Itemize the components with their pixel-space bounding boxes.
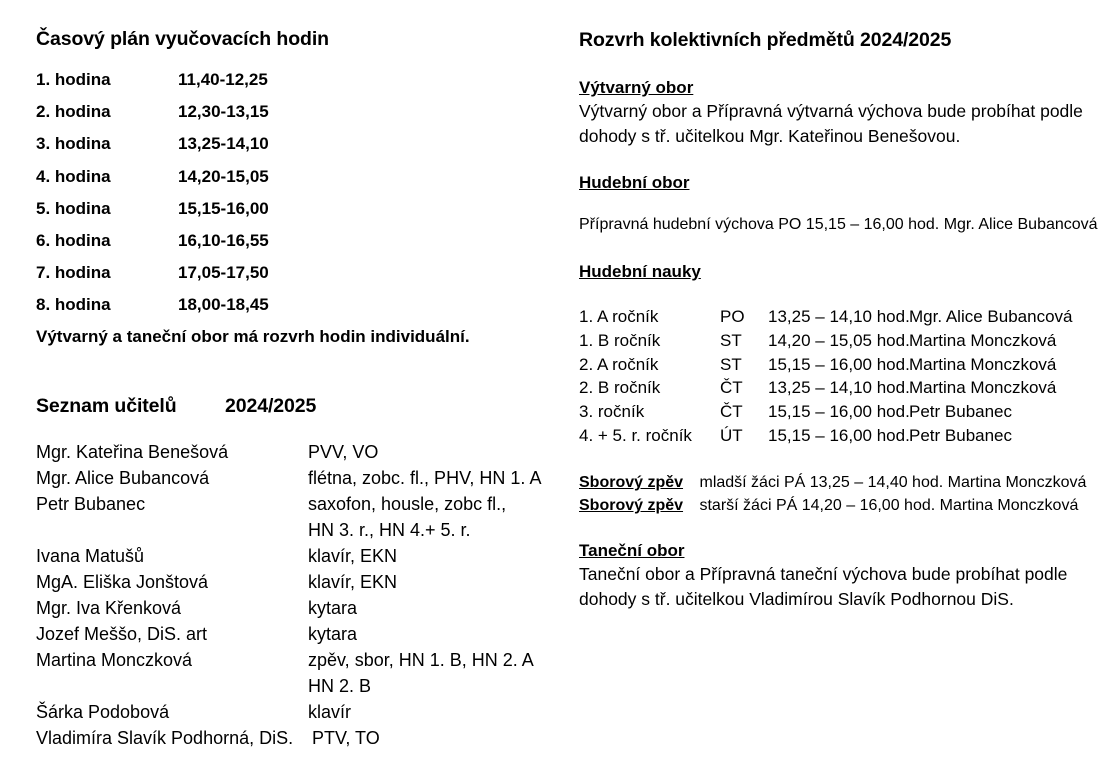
teachers-year: 2024/2025 — [225, 395, 317, 417]
grade: 2. A ročník — [579, 355, 659, 374]
teacher-name: MgA. Eliška Jonštová — [36, 572, 209, 592]
hour-time: 12,30-13,15 — [178, 102, 269, 121]
dance-heading: Taneční obor — [579, 541, 685, 560]
hour-time: 18,00-18,45 — [178, 295, 269, 314]
theory-heading: Hudební nauky — [579, 262, 701, 281]
teacher-subjects: saxofon, housle, zobc fl., — [308, 494, 507, 514]
hour-time: 16,10-16,55 — [178, 231, 269, 250]
day: PO — [720, 307, 745, 326]
dance-line-2: dohody s tř. učitelkou Vladimírou Slavík Podhornou DiS. — [579, 589, 1014, 609]
teacher-name: Petr Bubanec — [36, 494, 146, 514]
dance-line-1: Taneční obor a Přípravná taneční výchova bude probíhat podle — [579, 564, 1068, 584]
teacher-subjects: klavír, EKN — [308, 572, 398, 592]
hour-time: 17,05-17,50 — [178, 263, 269, 282]
art-line-2: dohody s tř. učitelkou Mgr. Kateřinou Benešovou. — [579, 126, 961, 146]
teacher-name: Mgr. Kateřina Benešová — [36, 442, 229, 462]
time: 14,20 – 15,05 hod. — [768, 331, 910, 350]
hour-time: 11,40-12,25 — [178, 70, 268, 89]
day: ST — [720, 355, 742, 374]
teacher: Martina Monczková — [909, 355, 1057, 374]
teacher-name: Vladimíra Slavík Podhorná, DiS. — [36, 728, 294, 748]
choir-label: Sborový zpěv — [579, 474, 684, 491]
hour-time: 14,20-15,05 — [178, 167, 269, 186]
grade: 1. A ročník — [579, 307, 659, 326]
teacher-subjects: PTV, TO — [312, 728, 380, 748]
schedule-title: Časový plán vyučovacích hodin — [36, 28, 329, 50]
teacher-subjects: kytara — [308, 598, 358, 618]
time: 15,15 – 16,00 hod. — [768, 426, 910, 445]
hour-label: 2. hodina — [36, 102, 111, 121]
grade: 4. + 5. r. ročník — [579, 426, 692, 445]
art-heading: Výtvarný obor — [579, 78, 694, 97]
music-line: Přípravná hudební výchova PO 15,15 – 16,00 hod. Mgr. Alice Bubancová — [579, 216, 1098, 233]
collective-title: Rozvrh kolektivních předmětů 2024/2025 — [579, 29, 952, 51]
hour-time: 13,25-14,10 — [178, 134, 269, 153]
teacher-name: Jozef Meššo, DiS. art — [36, 624, 208, 644]
art-line-1: Výtvarný obor a Přípravná výtvarná výchova bude probíhat podle — [579, 101, 1083, 121]
choir-text: mladší žáci PÁ 13,25 – 14,40 hod. Martina Monczková — [699, 474, 1087, 491]
teacher: Petr Bubanec — [909, 402, 1013, 421]
day: ČT — [720, 378, 743, 397]
hour-label: 8. hodina — [36, 295, 111, 314]
teacher: Mgr. Alice Bubancová — [909, 307, 1073, 326]
teacher-subjects: HN 3. r., HN 4.+ 5. r. — [308, 520, 471, 540]
choir-text: starší žáci PÁ 14,20 – 16,00 hod. Martina Monczková — [699, 497, 1079, 514]
hour-label: 6. hodina — [36, 231, 111, 250]
hour-label: 5. hodina — [36, 199, 111, 218]
grade: 1. B ročník — [579, 331, 661, 350]
hour-label: 3. hodina — [36, 134, 111, 153]
teacher-name: Martina Monczková — [36, 650, 193, 670]
teacher-subjects: zpěv, sbor, HN 1. B, HN 2. A — [308, 650, 534, 670]
teacher-subjects: HN 2. B — [308, 676, 372, 696]
choir-row — [579, 497, 1078, 515]
teacher-subjects: klavír — [308, 702, 352, 722]
grade: 2. B ročník — [579, 378, 661, 397]
time: 13,25 – 14,10 hod. — [768, 307, 910, 326]
hour-label: 4. hodina — [36, 167, 111, 186]
music-heading: Hudební obor — [579, 173, 690, 192]
teachers-title: Seznam učitelů — [36, 395, 177, 417]
time: 15,15 – 16,00 hod. — [768, 355, 910, 374]
teacher: Petr Bubanec — [909, 426, 1013, 445]
time: 13,25 – 14,10 hod. — [768, 378, 910, 397]
day: ST — [720, 331, 742, 350]
teacher-name: Šárka Podobová — [36, 702, 170, 722]
teacher-subjects: flétna, zobc. fl., PHV, HN 1. A — [308, 468, 542, 488]
teacher-subjects: kytara — [308, 624, 358, 644]
time: 15,15 – 16,00 hod. — [768, 402, 910, 421]
teacher-subjects: klavír, EKN — [308, 546, 398, 566]
grade: 3. ročník — [579, 402, 645, 421]
teacher: Martina Monczková — [909, 378, 1057, 397]
choir-row — [579, 474, 1086, 492]
choir-label: Sborový zpěv — [579, 497, 684, 514]
hour-time: 15,15-16,00 — [178, 199, 269, 218]
hour-label: 1. hodina — [36, 70, 111, 89]
teacher: Martina Monczková — [909, 331, 1057, 350]
teacher-name: Ivana Matušů — [36, 546, 145, 566]
day: ČT — [720, 402, 743, 421]
day: ÚT — [720, 426, 743, 445]
hour-label: 7. hodina — [36, 263, 111, 282]
teacher-subjects: PVV, VO — [308, 442, 379, 462]
teacher-name: Mgr. Iva Křenková — [36, 598, 182, 618]
teacher-name: Mgr. Alice Bubancová — [36, 468, 210, 488]
schedule-note: Výtvarný a taneční obor má rozvrh hodin individuální. — [36, 327, 470, 346]
